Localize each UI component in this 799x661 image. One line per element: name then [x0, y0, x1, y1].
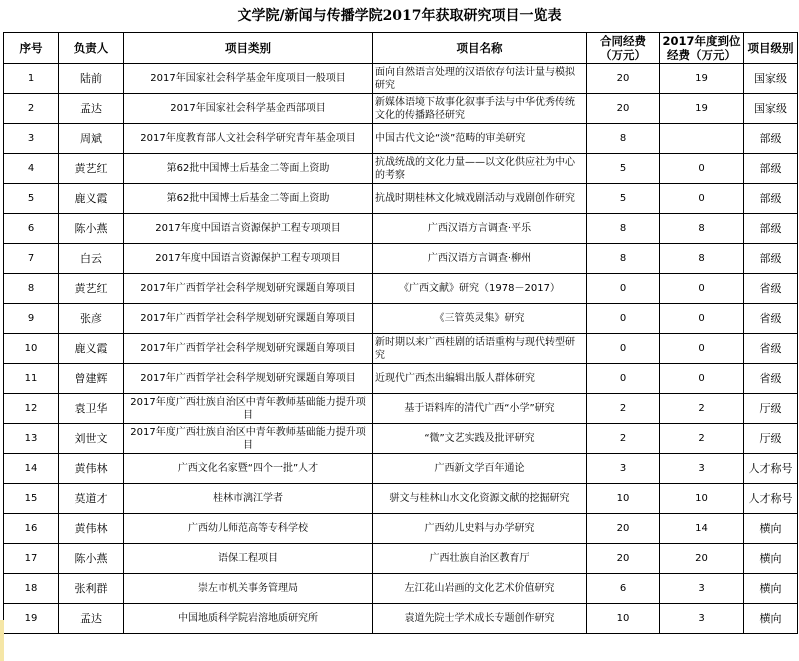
header-contract: 合同经费（万元）	[587, 33, 660, 64]
cell-contract: 20	[587, 514, 660, 544]
cell-no: 5	[4, 184, 59, 214]
cell-project: 左江花山岩画的文化艺术价值研究	[373, 574, 587, 604]
cell-category: 2017年国家社会科学基金年度项目一般项目	[124, 64, 373, 94]
cell-project: 《广西文献》研究（1978－2017）	[373, 274, 587, 304]
cell-category: 语保工程项目	[124, 544, 373, 574]
cell-project: 中国古代文论“淡”范畴的审美研究	[373, 124, 587, 154]
cell-project: 广西幼儿史料与办学研究	[373, 514, 587, 544]
cell-contract: 2	[587, 394, 660, 424]
cell-level: 横向	[744, 604, 798, 634]
cell-no: 6	[4, 214, 59, 244]
cell-no: 17	[4, 544, 59, 574]
cell-level: 厅级	[744, 394, 798, 424]
cell-project: 《三管英灵集》研究	[373, 304, 587, 334]
cell-contract: 5	[587, 184, 660, 214]
row-marker-stripe	[0, 620, 4, 661]
cell-no: 7	[4, 244, 59, 274]
cell-level: 人才称号	[744, 484, 798, 514]
cell-project: 近现代广西杰出编辑出版人群体研究	[373, 364, 587, 394]
cell-project: 广西新文学百年通论	[373, 454, 587, 484]
cell-category: 2017年国家社会科学基金西部项目	[124, 94, 373, 124]
cell-category: 2017年度教育部人文社会科学研究青年基金项目	[124, 124, 373, 154]
cell-contract: 5	[587, 154, 660, 184]
cell-level: 横向	[744, 514, 798, 544]
cell-category: 桂林市漓江学者	[124, 484, 373, 514]
cell-project: 抗战时期桂林文化城戏剧活动与戏剧创作研究	[373, 184, 587, 214]
cell-received: 0	[660, 364, 744, 394]
cell-category: 第62批中国博士后基金二等面上资助	[124, 184, 373, 214]
cell-no: 18	[4, 574, 59, 604]
cell-no: 11	[4, 364, 59, 394]
cell-project: 新媒体语境下故事化叙事手法与中华优秀传统文化的传播路径研究	[373, 94, 587, 124]
cell-contract: 20	[587, 544, 660, 574]
cell-no: 16	[4, 514, 59, 544]
cell-contract: 8	[587, 244, 660, 274]
cell-owner: 孟达	[59, 604, 124, 634]
table-row	[4, 604, 798, 634]
table-row	[4, 544, 798, 574]
cell-received: 20	[660, 544, 744, 574]
cell-no: 12	[4, 394, 59, 424]
cell-contract: 8	[587, 124, 660, 154]
cell-owner: 黄伟林	[59, 454, 124, 484]
table-row	[4, 184, 798, 214]
cell-no: 8	[4, 274, 59, 304]
cell-level: 部级	[744, 214, 798, 244]
cell-owner: 袁卫华	[59, 394, 124, 424]
table-row	[4, 484, 798, 514]
cell-received: 0	[660, 334, 744, 364]
cell-project: 基于语料库的清代广西“小学”研究	[373, 394, 587, 424]
cell-received: 19	[660, 64, 744, 94]
cell-received: 3	[660, 574, 744, 604]
cell-owner: 白云	[59, 244, 124, 274]
cell-owner: 鹿义霞	[59, 334, 124, 364]
cell-received: 0	[660, 274, 744, 304]
cell-category: 崇左市机关事务管理局	[124, 574, 373, 604]
cell-owner: 陈小燕	[59, 214, 124, 244]
cell-level: 国家级	[744, 64, 798, 94]
table-row	[4, 244, 798, 274]
cell-project: 广西汉语方言调查·平乐	[373, 214, 587, 244]
table-row	[4, 394, 798, 424]
table-row	[4, 364, 798, 394]
header-received: 2017年度到位经费（万元）	[660, 33, 744, 64]
cell-contract: 2	[587, 424, 660, 454]
cell-contract: 3	[587, 454, 660, 484]
cell-owner: 陈小燕	[59, 544, 124, 574]
cell-contract: 0	[587, 304, 660, 334]
cell-category: 2017年度中国语言资源保护工程专项项目	[124, 214, 373, 244]
header-project: 项目名称	[373, 33, 587, 64]
cell-contract: 6	[587, 574, 660, 604]
cell-category: 2017年广西哲学社会科学规划研究课题自筹项目	[124, 364, 373, 394]
cell-level: 部级	[744, 184, 798, 214]
cell-received: 0	[660, 154, 744, 184]
cell-received: 2	[660, 394, 744, 424]
cell-contract: 0	[587, 274, 660, 304]
cell-owner: 张彦	[59, 304, 124, 334]
table-row	[4, 424, 798, 454]
cell-project: 袁道先院士学术成长专题创作研究	[373, 604, 587, 634]
cell-no: 14	[4, 454, 59, 484]
header-category: 项目类别	[124, 33, 373, 64]
cell-contract: 0	[587, 334, 660, 364]
cell-received: 3	[660, 604, 744, 634]
cell-received: 8	[660, 214, 744, 244]
cell-category: 2017年度广西壮族自治区中青年教师基础能力提升项目	[124, 394, 373, 424]
header-row	[4, 33, 798, 64]
cell-project: 广西壮族自治区教育厅	[373, 544, 587, 574]
cell-level: 省级	[744, 274, 798, 304]
cell-contract: 8	[587, 214, 660, 244]
table-row	[4, 274, 798, 304]
cell-owner: 黄伟林	[59, 514, 124, 544]
cell-received: 0	[660, 304, 744, 334]
cell-level: 人才称号	[744, 454, 798, 484]
cell-no: 1	[4, 64, 59, 94]
cell-level: 省级	[744, 304, 798, 334]
table-row	[4, 124, 798, 154]
projects-table	[3, 32, 798, 634]
cell-project: 新时期以来广西桂剧的话语重构与现代转型研究	[373, 334, 587, 364]
cell-contract: 10	[587, 604, 660, 634]
cell-received: 0	[660, 184, 744, 214]
cell-category: 2017年广西哲学社会科学规划研究课题自筹项目	[124, 304, 373, 334]
cell-no: 4	[4, 154, 59, 184]
page-title: 文学院/新闻与传播学院2017年获取研究项目一览表	[237, 8, 562, 24]
cell-level: 横向	[744, 574, 798, 604]
table-row	[4, 514, 798, 544]
cell-project: 面向自然语言处理的汉语依存句法计量与模拟研究	[373, 64, 587, 94]
cell-no: 19	[4, 604, 59, 634]
cell-owner: 黄艺红	[59, 154, 124, 184]
header-level: 项目级别	[744, 33, 798, 64]
cell-level: 省级	[744, 334, 798, 364]
cell-contract: 0	[587, 364, 660, 394]
table-row	[4, 304, 798, 334]
cell-category: 广西文化名家暨“四个一批”人才	[124, 454, 373, 484]
table-row	[4, 454, 798, 484]
cell-no: 15	[4, 484, 59, 514]
cell-project: 广西汉语方言调查·柳州	[373, 244, 587, 274]
cell-level: 国家级	[744, 94, 798, 124]
cell-owner: 周斌	[59, 124, 124, 154]
cell-category: 2017年广西哲学社会科学规划研究课题自筹项目	[124, 334, 373, 364]
cell-no: 13	[4, 424, 59, 454]
cell-category: 第62批中国博士后基金二等面上资助	[124, 154, 373, 184]
cell-project: 抗战统战的文化力量——以文化供应社为中心的考察	[373, 154, 587, 184]
cell-owner: 孟达	[59, 94, 124, 124]
cell-owner: 张利群	[59, 574, 124, 604]
cell-owner: 陆前	[59, 64, 124, 94]
cell-no: 3	[4, 124, 59, 154]
cell-level: 厅级	[744, 424, 798, 454]
cell-received: 14	[660, 514, 744, 544]
cell-received: 19	[660, 94, 744, 124]
cell-owner: 刘世文	[59, 424, 124, 454]
table-row	[4, 64, 798, 94]
cell-category: 广西幼儿师范高等专科学校	[124, 514, 373, 544]
cell-contract: 20	[587, 64, 660, 94]
header-no: 序号	[4, 33, 59, 64]
cell-received: 10	[660, 484, 744, 514]
cell-category: 2017年度广西壮族自治区中青年教师基础能力提升项目	[124, 424, 373, 454]
table-row	[4, 574, 798, 604]
table-row	[4, 154, 798, 184]
cell-level: 部级	[744, 244, 798, 274]
header-owner: 负责人	[59, 33, 124, 64]
table-row	[4, 334, 798, 364]
cell-owner: 鹿义霞	[59, 184, 124, 214]
cell-contract: 10	[587, 484, 660, 514]
cell-received: 3	[660, 454, 744, 484]
table-row	[4, 94, 798, 124]
cell-category: 2017年广西哲学社会科学规划研究课题自筹项目	[124, 274, 373, 304]
cell-no: 10	[4, 334, 59, 364]
table-row	[4, 214, 798, 244]
cell-level: 横向	[744, 544, 798, 574]
cell-received: 8	[660, 244, 744, 274]
cell-no: 2	[4, 94, 59, 124]
cell-owner: 黄艺红	[59, 274, 124, 304]
cell-owner: 莫道才	[59, 484, 124, 514]
cell-level: 部级	[744, 124, 798, 154]
cell-project: “微”文艺实践及批评研究	[373, 424, 587, 454]
cell-received: 2	[660, 424, 744, 454]
cell-no: 9	[4, 304, 59, 334]
cell-received	[660, 124, 744, 154]
cell-category: 2017年度中国语言资源保护工程专项项目	[124, 244, 373, 274]
cell-level: 省级	[744, 364, 798, 394]
cell-project: 骈文与桂林山水文化资源文献的挖掘研究	[373, 484, 587, 514]
cell-level: 部级	[744, 154, 798, 184]
cell-owner: 曾建辉	[59, 364, 124, 394]
cell-contract: 20	[587, 94, 660, 124]
cell-category: 中国地质科学院岩溶地质研究所	[124, 604, 373, 634]
